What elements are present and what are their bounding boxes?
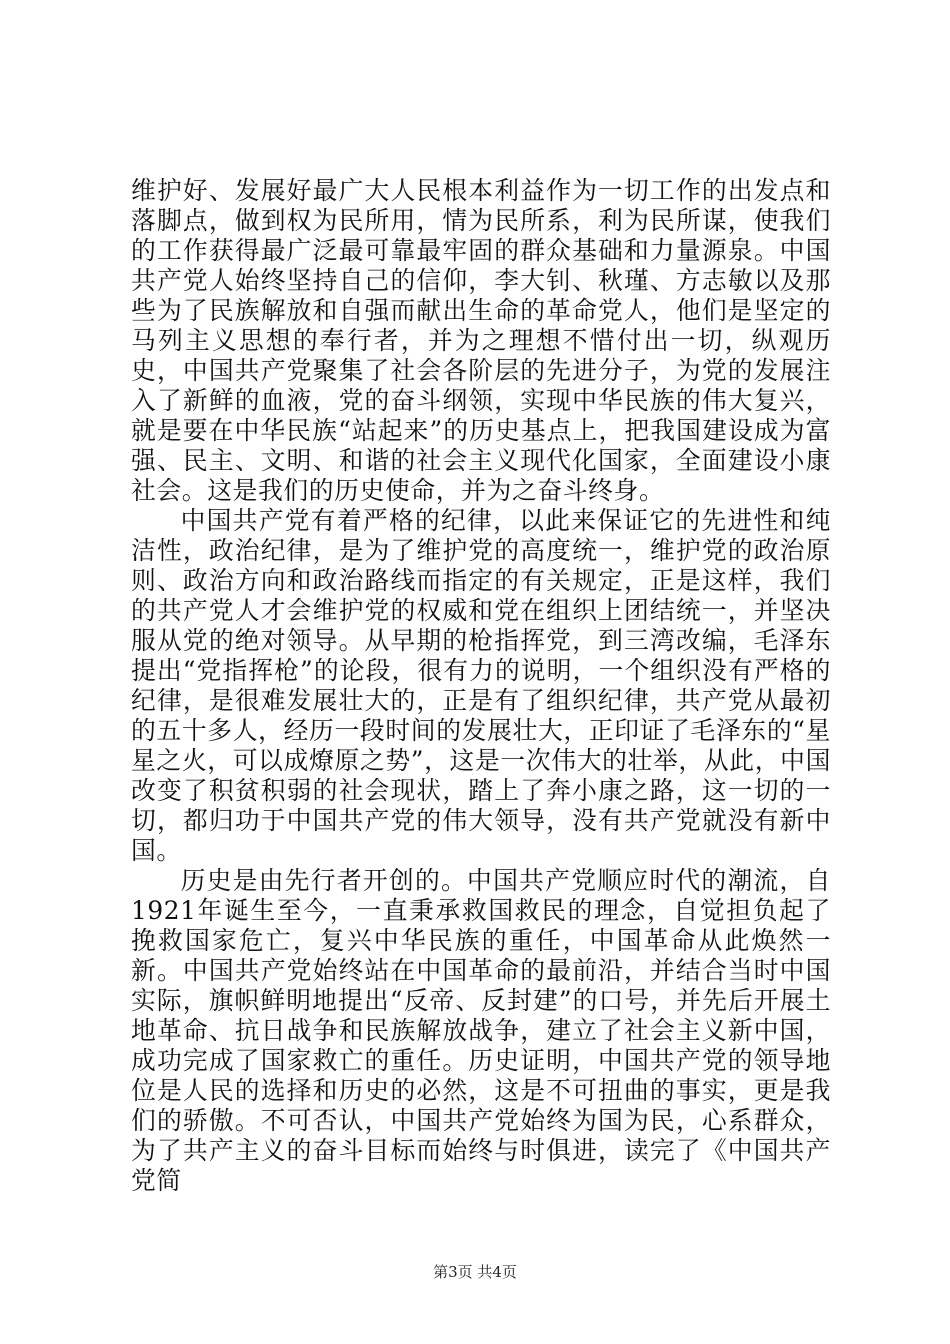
document-body (131, 176, 831, 1196)
paragraph-1: 维护好、发展好最广大人民根本利益作为一切工作的出发点和落脚点，做到权为民所用，情为民所系，利为民所谋，使我们的工作获得最广泛最可靠最牢固的群众基础和力量源泉。中国共产党人始终坚持自己的信仰，李大钊、秋瑾、方志敏以及那些为了民族解放和自强而献出生命的革命党人，他们是坚定的马列主义思想的奉行者，并为之理想不惜付出一切，纵观历史，中国共产党聚集了社会各阶层的先进分子，为党的发展注入了新鲜的血液，党的奋斗纲领，实现中华民族的伟大复兴，就是要在中华民族“站起来”的历史基点上，把我国建设成为富强、民主、文明、和谐的社会主义现代化国家，全面建设小康社会。这是我们的历史使命，并为之奋斗终身。 (131, 176, 831, 505)
page-number-footer: 第3页 共4页 (433, 1263, 517, 1281)
paragraph-3: 历史是由先行者开创的。中国共产党顺应时代的潮流，自1921年诞生至今，一直秉承救国救民的理念，自觉担负起了挽救国家危亡，复兴中华民族的重任，中国革命从此焕然一新。中国共产党始终站在中国革命的最前沿，并结合当时中国实际，旗帜鲜明地提出“反帝、反封建”的口号，并先后开展土地革命、抗日战争和民族解放战争，建立了社会主义新中国，成功完成了国家救亡的重任。历史证明，中国共产党的领导地位是人民的选择和历史的必然，这是不可扭曲的事实，更是我们的骄傲。不可否认，中国共产党始终为国为民，心系群众，为了共产主义的奋斗目标而始终与时俱进，读完了《中国共产党简 (131, 866, 831, 1195)
paragraph-2: 中国共产党有着严格的纪律，以此来保证它的先进性和纯洁性，政治纪律，是为了维护党的高度统一，维护党的政治原则、政治方向和政治路线而指定的有关规定，正是这样，我们的共产党人才会维护党的权威和党在组织上团结统一，并坚决服从党的绝对领导。从早期的枪指挥党，到三湾改编，毛泽东提出“党指挥枪”的论段，很有力的说明，一个组织没有严格的纪律，是很难发展壮大的，正是有了组织纪律，共产党从最初的五十多人，经历一段时间的发展壮大，正印证了毛泽东的“星星之火，可以成燎原之势”，这是一次伟大的壮举，从此，中国改变了积贫积弱的社会现状，踏上了奔小康之路，这一切的一切，都归功于中国共产党的伟大领导，没有共产党就没有新中国。 (131, 506, 831, 865)
